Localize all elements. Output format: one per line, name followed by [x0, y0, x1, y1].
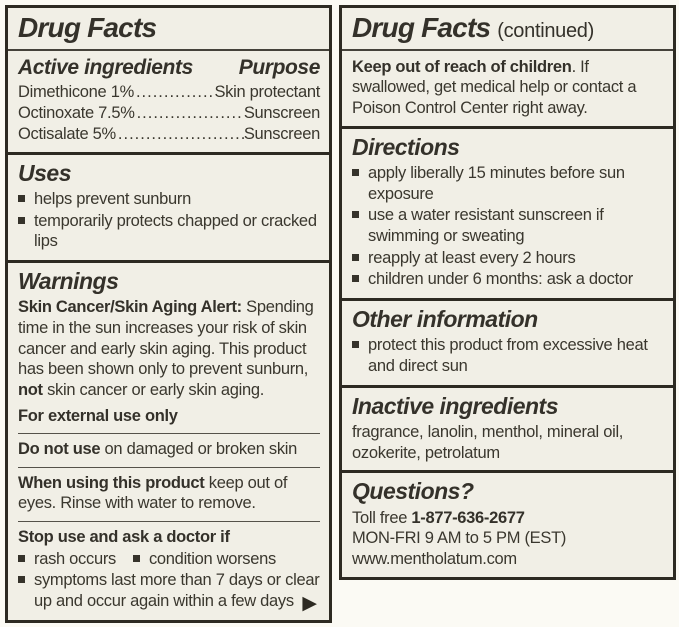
title-text: Drug Facts [352, 12, 491, 43]
section-other-information [342, 298, 673, 385]
dotted-leader [135, 103, 244, 124]
list-item [18, 570, 320, 614]
ingredient-purpose: Sunscreen [243, 103, 320, 122]
directions-bullet: reapply at least every 2 hours [368, 248, 576, 267]
drug-facts-title: Drug Facts [18, 12, 157, 43]
list-item [352, 205, 664, 246]
bullet-square-icon [352, 341, 359, 348]
bullet-square-icon [133, 555, 140, 562]
list-item [352, 335, 664, 376]
alert-bold-text: Skin Cancer/Skin Aging Alert: [18, 298, 242, 317]
section-uses [8, 152, 329, 260]
ingredient-purpose: Sunscreen [243, 124, 320, 143]
when-using-bold: When using this product [18, 473, 205, 492]
alert-text: Spending time in the sun increases your risk of skin cancer and early skin aging. This product has been shown only to prevent sunburn, [18, 298, 314, 379]
skin-cancer-alert [18, 297, 320, 400]
bullet-square-icon [352, 169, 359, 176]
keep-out-text: . If swallowed, get medical help or contact a Poison Control Center right away. [352, 57, 637, 118]
bullet-square-icon [352, 254, 359, 261]
ingredient-row [18, 82, 320, 103]
continue-arrow-icon: ▶ [302, 592, 317, 614]
section-directions [342, 126, 673, 298]
keep-out-bold: Keep out of reach of children [352, 57, 572, 76]
bullet-square-icon [18, 576, 25, 583]
stop-use-heading: Stop use and ask a doctor if [18, 528, 230, 547]
directions-bullet: use a water resistant sunscreen if swimming or sweating [368, 206, 604, 245]
hours-line: MON-FRI 9 AM to 5 PM (EST) [352, 529, 567, 548]
when-using-text: keep out of eyes. Rinse with water to remove. [18, 473, 288, 513]
section-inactive-ingredients [342, 385, 673, 471]
section-questions [342, 470, 673, 576]
list-item [18, 549, 320, 570]
inactive-ingredients-text: fragrance, lanolin, menthol, mineral oil, ozokerite, petrolatum [352, 422, 624, 462]
directions-bullet: children under 6 months: ask a doctor [368, 270, 633, 289]
section-warnings [8, 260, 329, 620]
alert-text: skin cancer or early skin aging. [47, 380, 264, 399]
do-not-use-bold: Do not use [18, 440, 101, 459]
stop-use-bullet: condition worsens [148, 549, 276, 568]
website-line: www.mentholatum.com [352, 549, 517, 568]
questions-heading: Questions? [352, 478, 474, 505]
other-information-heading: Other information [352, 305, 538, 332]
section-active-ingredients [8, 51, 329, 152]
ingredient-name: Dimethicone 1% [18, 82, 134, 101]
list-item [352, 163, 664, 204]
list-item [352, 248, 664, 269]
warnings-heading: Warnings [18, 267, 119, 294]
ingredient-purpose: Skin protectant [214, 82, 320, 101]
subsection-when-using [18, 467, 320, 514]
subsection-do-not-use [18, 433, 320, 460]
other-information-bullet: protect this product from excessive heat and direct sun [368, 336, 648, 375]
purpose-heading: Purpose [238, 55, 320, 79]
stop-use-bullet: symptoms last more than 7 days or clear up and occur again within a few days [34, 571, 320, 610]
active-ingredients-header [18, 56, 320, 80]
directions-bullet: apply liberally 15 minutes before sun exposure [368, 164, 625, 203]
phone-number: 1-877-636-2677 [411, 508, 525, 527]
drug-facts-panel-right [339, 5, 676, 580]
drug-facts-continued-titleband [342, 8, 673, 51]
drug-facts-panel-left [5, 5, 332, 623]
active-ingredients-heading: Active ingredients [18, 55, 193, 79]
ingredient-name: Octinoxate 7.5% [18, 103, 135, 122]
bullet-square-icon [352, 211, 359, 218]
uses-bullet: temporarily protects chapped or cracked lips [34, 211, 317, 251]
external-use-heading: For external use only [18, 406, 178, 425]
list-item [352, 269, 664, 290]
bullet-square-icon [18, 555, 25, 562]
directions-heading: Directions [352, 133, 460, 160]
dotted-leader [116, 124, 244, 145]
ingredient-name: Octisalate 5% [18, 124, 116, 143]
ingredient-row [18, 103, 320, 124]
ingredient-row [18, 124, 320, 145]
bullet-square-icon [18, 217, 25, 224]
uses-bullet: helps prevent sunburn [34, 190, 191, 209]
title-continued-suffix: (continued) [497, 20, 594, 42]
bullet-square-icon [18, 195, 25, 202]
toll-free-line [352, 508, 664, 529]
list-item [18, 211, 320, 252]
alert-not-bold: not [18, 380, 43, 399]
list-item [18, 189, 320, 210]
section-keep-out-of-reach [342, 51, 673, 126]
toll-free-label: Toll free [352, 508, 408, 527]
inactive-ingredients-heading: Inactive ingredients [352, 392, 559, 419]
bullet-square-icon [352, 275, 359, 282]
dotted-leader [134, 82, 214, 103]
do-not-use-text: on damaged or broken skin [104, 440, 298, 459]
subsection-stop-use [18, 521, 320, 612]
uses-heading: Uses [18, 159, 71, 186]
stop-use-bullet: rash occurs [34, 549, 116, 568]
drug-facts-continued-title [352, 13, 663, 44]
drug-facts-titleband [8, 8, 329, 51]
